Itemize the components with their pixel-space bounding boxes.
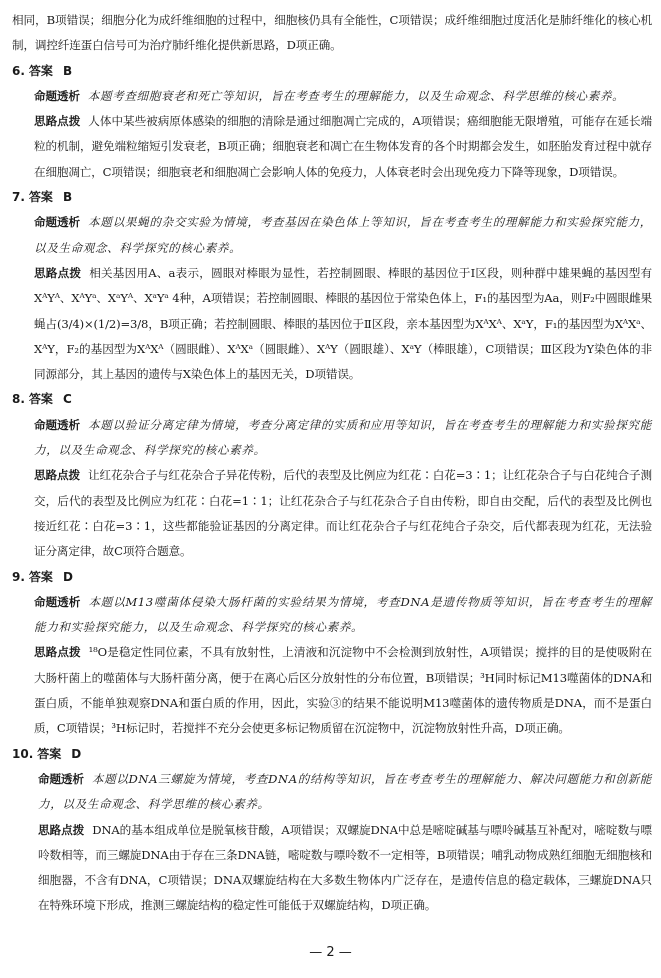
answer-label: 答案 [28, 392, 53, 407]
answer-label: 答案 [28, 569, 53, 584]
answer-line [12, 742, 652, 767]
analysis-text: 本题以验证分离定律为情境，考查分离定律的实质和应用等知识，旨在考查考生的理解能力和实验探究能力，以及生命观念、科学探究的核心素养。 [34, 417, 652, 458]
answer-line [12, 185, 652, 210]
solution-text: 人体中某些被病原体感染的细胞的清除是通过细胞凋亡完成的，A项错误；癌细胞能无限增殖，可能存在延长端粒的机制，避免端粒缩短引发衰老，B项正确；细胞衰老和凋亡在生物体发育的各个时期都会发生，如胚胎发育过程中就存在细胞凋亡，C项错误；细胞衰老和细胞凋亡会影响人体的免疫力，人体衰老时会出现免疫力下降等现象，D项错误。 [34, 114, 652, 179]
answer-label: 答案 [28, 63, 53, 78]
answer-value: B [62, 190, 73, 205]
answer-label: 答案 [28, 190, 53, 205]
solution-text: 让红花杂合子与红花杂合子异花传粉，后代的表型及比例应为红花∶白花=3∶1；让红花杂合子与白花纯合子测交，后代的表型及比例应为红花∶白花=1∶1；让红花杂合子与红花杂合子自由传粉，即自由交配，后代的表型及比例也接近红花∶白花=3∶1，这些都能验证基因的分离定律。而让红花杂合子与红花纯合子杂交，后代都表现为红花，无法验证分离定律，故C项符合题意。 [34, 468, 652, 559]
solution-label: 思路点拨 [38, 822, 85, 837]
question-number: 6. [12, 63, 25, 78]
solution-label: 思路点拨 [34, 114, 81, 129]
solution-paragraph [12, 463, 652, 564]
analysis-paragraph [12, 767, 652, 818]
solution-label: 思路点拨 [34, 645, 81, 660]
answer-value: C [62, 392, 72, 407]
analysis-paragraph [12, 84, 652, 109]
answer-value: B [62, 63, 73, 78]
answer-value: D [71, 746, 82, 761]
question-9 [12, 565, 652, 742]
question-6 [12, 59, 652, 185]
solution-label: 思路点拨 [34, 468, 80, 483]
analysis-paragraph [12, 590, 652, 641]
analysis-paragraph [12, 413, 652, 464]
page-number: — 2 — [309, 945, 352, 960]
solution-text: ¹⁸O是稳定性同位素，不具有放射性，上清液和沉淀物中不会检测到放射性，A项错误；搅拌的目的是使吸附在大肠杆菌上的噬菌体与大肠杆菌分离，便于在离心后区分放射性的分布位置，B项错误；³H同时标记M13噬菌体的DNA和蛋白质，不能单独观察DNA和蛋白质的作用，因此，实验③的结果不能说明M13噬菌体的遗传物质是DNA，而不是蛋白质，C项错误；³H标记时，若搅拌不充分会使更多标记物质留在沉淀物中，沉淀物放射性升高，D项正确。 [34, 645, 652, 736]
answer-line [12, 387, 652, 412]
answer-value: D [62, 569, 73, 584]
analysis-label: 命题透析 [34, 417, 81, 432]
analysis-text: 本题以DNA三螺旋为情境，考查DNA的结构等知识，旨在考查考生的理解能力、解决问题能力和创新能力，以及生命观念、科学思维的核心素养。 [38, 771, 653, 812]
question-number: 7. [12, 190, 25, 205]
solution-label: 思路点拨 [34, 265, 82, 280]
continued-paragraph: 相同，B项错误；细胞分化为成纤维细胞的过程中，细胞核仍具有全能性，C项错误；成纤维细胞过度活化是肺纤维化的核心机制，调控纤连蛋白信号可为治疗肺纤维化提供新思路，D项正确。 [12, 13, 652, 53]
solution-paragraph [12, 818, 652, 919]
analysis-label: 命题透析 [34, 594, 81, 609]
question-number: 8. [12, 392, 25, 407]
analysis-label: 命题透析 [38, 771, 84, 786]
question-number: 10. [12, 746, 34, 761]
analysis-text: 本题以M13噬菌体侵染大肠杆菌的实验结果为情境，考查DNA是遗传物质等知识，旨在考查考生的理解能力和实验探究能力，以及生命观念、科学探究的核心素养。 [34, 594, 653, 635]
analysis-paragraph [12, 210, 652, 261]
question-7 [12, 185, 652, 387]
answer-line [12, 59, 652, 84]
question-number: 9. [12, 569, 25, 584]
page-content [12, 8, 652, 919]
question-10 [12, 742, 652, 919]
analysis-label: 命题透析 [34, 88, 80, 103]
analysis-text: 本题以果蝇的杂交实验为情境，考查基因在染色体上等知识，旨在考查考生的理解能力和实验探究能力，以及生命观念、科学探究的核心素养。 [34, 215, 652, 255]
answer-line [12, 565, 652, 590]
solution-text: 相关基因用A、a表示，圆眼对棒眼为显性，若控制圆眼、棒眼的基因位于Ⅰ区段，则种群中雄果蝇的基因型有XᴬYᴬ、XᴬYᵃ、XᵃYᴬ、XᵃYᵃ 4种，A项错误；若控制圆眼、棒眼的基因位于常染色体上，F₁的基因型为Aa，则F₂中圆眼雌果蝇占(3/4)×(1/2)=3/8，B项正确；若控制圆眼、棒眼的基因位于Ⅱ区段，亲本基因型为XᴬXᴬ、XᵃY，F₁的基因型为XᴬXᵃ、XᴬY，F₂的基因型为XᴬXᴬ（圆眼雌）、XᴬXᵃ（圆眼雌）、XᴬY（圆眼雄）、XᵃY（棒眼雄），C项错误；Ⅲ区段为Y染色体的非同源部分，其上基因的遗传与X染色体上的基因无关，D项错误。 [34, 265, 652, 382]
solution-paragraph [12, 261, 652, 387]
question-8 [12, 387, 652, 564]
solution-paragraph [12, 109, 652, 185]
solution-text: DNA的基本组成单位是脱氧核苷酸，A项错误；双螺旋DNA中总是嘧啶碱基与嘌呤碱基互补配对，嘧啶数与嘌呤数相等，而三螺旋DNA由于存在三条DNA链，嘧啶数与嘌呤数不一定相等，B项错误；哺乳动物成熟红细胞无细胞核和细胞器，不含有DNA，C项错误；DNA双螺旋结构在大多数生物体内广泛存在，是遗传信息的稳定载体，三螺旋DNA只在特殊环境下形成，推测三螺旋结构的稳定性可能低于双螺旋结构，D项正确。 [38, 822, 652, 913]
answer-label: 答案 [37, 746, 62, 761]
solution-paragraph [12, 640, 652, 741]
analysis-text: 本题考查细胞衰老和死亡等知识，旨在考查考生的理解能力，以及生命观念、科学思维的核心素养。 [87, 88, 625, 103]
analysis-label: 命题透析 [34, 215, 81, 230]
